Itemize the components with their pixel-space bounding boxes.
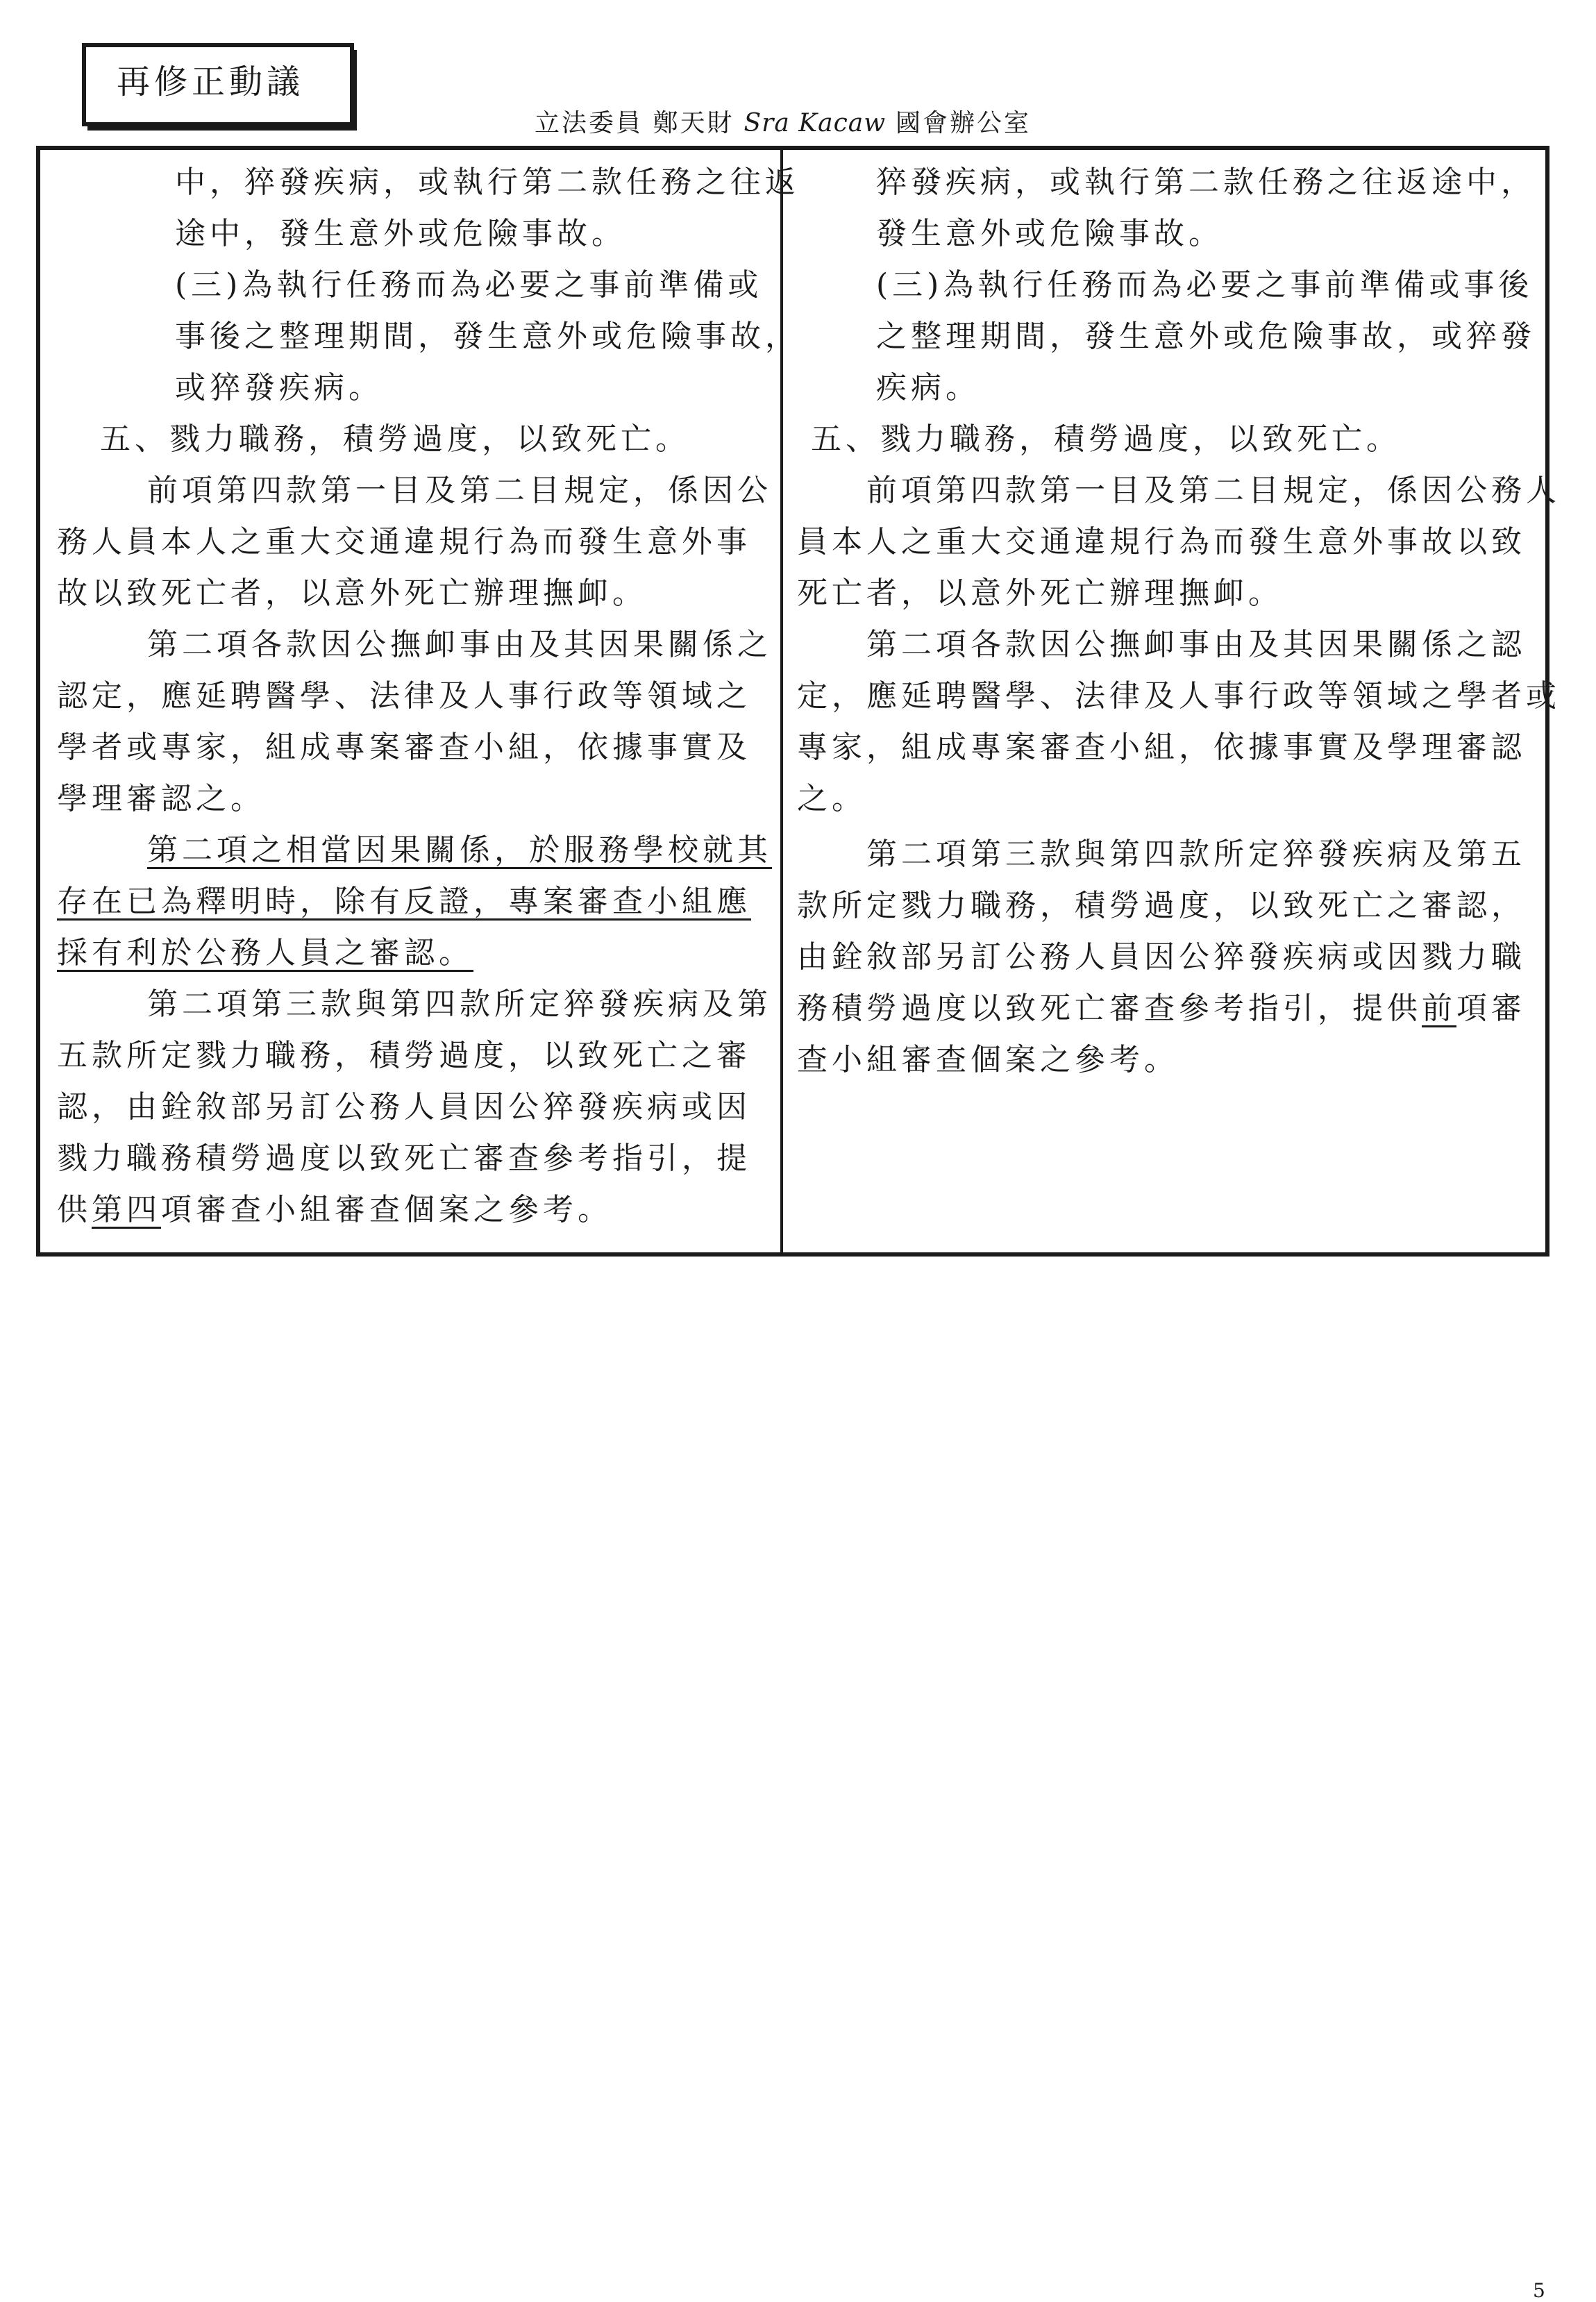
text-line: 事後之整理期間，發生意外或危險事故，	[175, 319, 800, 354]
office-suffix: 國會辦公室	[896, 109, 1032, 137]
text-line: 五、戮力職務，積勞過度，以致死亡。	[811, 421, 1401, 457]
text-line: 五款所定戮力職務，積勞過度，以致死亡之審	[57, 1038, 751, 1073]
text-line: 認，由銓敘部另訂公務人員因公猝發疾病或因	[57, 1089, 751, 1125]
amended-text: 存在已為釋明時，除有反證，專案審查小組應	[57, 884, 751, 919]
office-romanized: Sra Kacaw	[744, 109, 887, 137]
text-segment: 供	[57, 1192, 92, 1227]
amended-text: 第四	[92, 1192, 161, 1227]
text-line: 第二項第三款與第四款所定猝發疾病及第五	[866, 837, 1526, 872]
text-line: 第二項各款因公撫卹事由及其因果關係之認	[866, 627, 1526, 662]
text-line: 第二項各款因公撫卹事由及其因果關係之	[147, 627, 772, 662]
office-header	[535, 111, 1031, 136]
text-line: 疾病。	[876, 370, 980, 405]
text-line: 學理審認之。	[57, 781, 265, 816]
text-line: 之整理期間，發生意外或危險事故，或猝發	[876, 319, 1536, 354]
text-line: 前項第四款第一目及第二目規定，係因公	[147, 473, 772, 508]
motion-stamp	[82, 43, 354, 126]
text-line: 五、戮力職務，積勞過度，以致死亡。	[100, 421, 690, 457]
amended-text: 第二項之相當因果關係，於服務學校就其	[147, 832, 772, 868]
amended-text-line	[57, 876, 772, 927]
right-column	[797, 157, 1561, 1086]
text-line: 戮力職務積勞過度以致死亡審查參考指引，提	[57, 1141, 751, 1176]
office-prefix: 立法委員 鄭天財	[535, 109, 734, 137]
text-line: 途中，發生意外或危險事故。	[175, 216, 626, 251]
text-line: 或猝發疾病。	[175, 370, 383, 405]
motion-stamp-text: 再修正動議	[117, 62, 305, 101]
text-line: 猝發疾病，或執行第二款任務之往返途中，	[876, 165, 1536, 200]
page-number: 5	[1533, 2279, 1545, 2302]
text-line: (三)為執行任務而為必要之事前準備或事後	[876, 267, 1534, 303]
text-line: 查小組審查個案之參考。	[797, 1042, 1179, 1077]
text-segment: 務積勞過度以致死亡審查參考指引，提供	[797, 991, 1422, 1026]
text-line: 認定，應延聘醫學、法律及人事行政等領域之	[57, 678, 751, 714]
text-line: (三)為執行任務而為必要之事前準備或	[175, 267, 763, 303]
text-line: 中，猝發疾病，或執行第二款任務之往返	[175, 165, 800, 200]
text-line: 死亡者，以意外死亡辦理撫卹。	[797, 576, 1283, 611]
text-line: 專家，組成專案審查小組，依據事實及學理審認	[797, 730, 1526, 765]
text-segment: 項審查小組審查個案之參考。	[161, 1192, 612, 1227]
text-line: 第二項第三款與第四款所定猝發疾病及第	[147, 986, 772, 1022]
text-line: 之。	[797, 781, 866, 816]
text-segment: 項審	[1456, 991, 1526, 1026]
amended-text: 採有利於公務人員之審認。	[57, 935, 473, 971]
text-line: 學者或專家，組成專案審查小組，依據事實及	[57, 730, 751, 765]
text-line: 員本人之重大交通違規行為而發生意外事故以致	[797, 524, 1526, 560]
text-line	[797, 983, 1540, 1034]
text-line: 定，應延聘醫學、法律及人事行政等領域之學者或	[797, 678, 1561, 714]
text-line: 故以致死亡者，以意外死亡辦理撫卹。	[57, 576, 647, 611]
text-line: 款所定戮力職務，積勞過度，以致死亡之審認，	[797, 888, 1526, 923]
text-line	[57, 1184, 772, 1236]
amended-text-line	[57, 825, 772, 876]
text-line: 務人員本人之重大交通違規行為而發生意外事	[57, 524, 751, 560]
text-line: 前項第四款第一目及第二目規定，係因公務人	[866, 473, 1561, 508]
left-column	[57, 157, 800, 1236]
text-line: 由銓敘部另訂公務人員因公猝發疾病或因戮力職	[797, 939, 1526, 975]
amended-text-line	[57, 927, 772, 979]
amended-text: 前	[1422, 991, 1456, 1026]
text-line: 發生意外或危險事故。	[876, 216, 1223, 251]
comparison-table	[36, 146, 1561, 1257]
